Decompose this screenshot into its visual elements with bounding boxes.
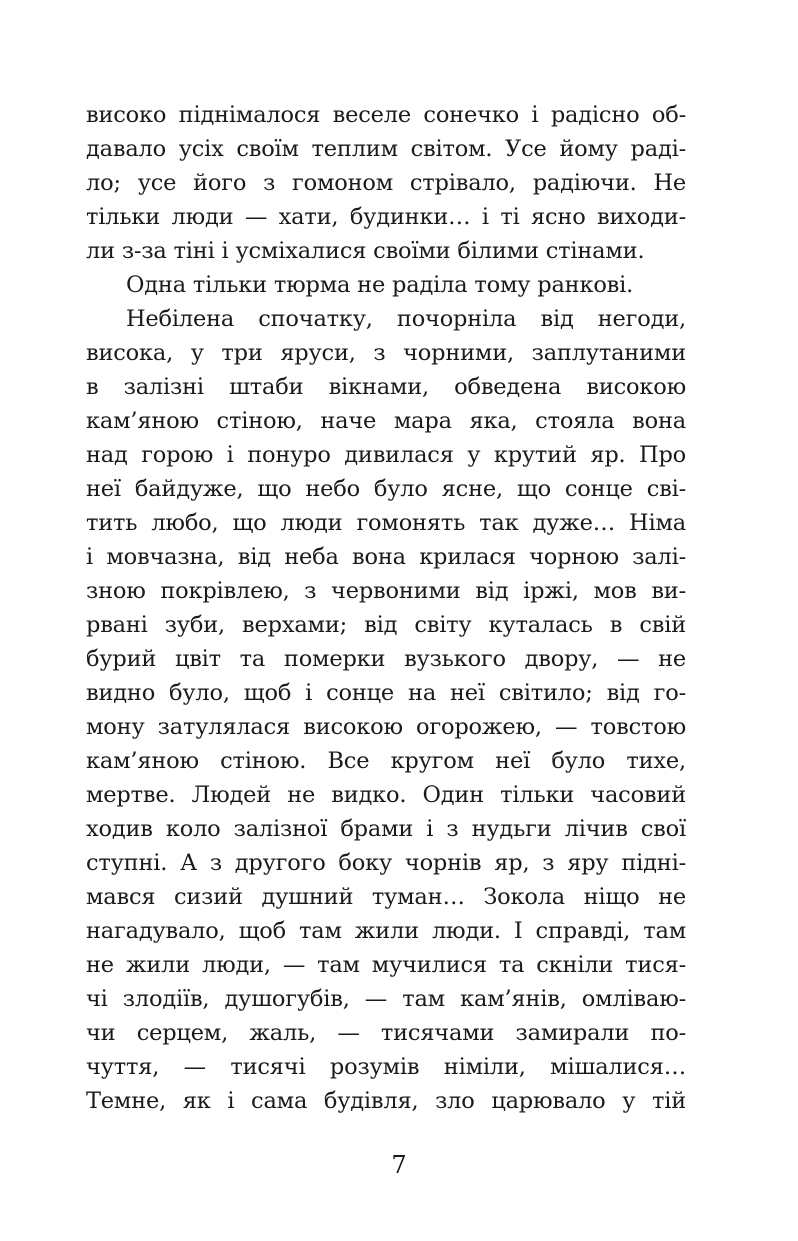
text-line: Небілена спочатку, почорніла від негоди, xyxy=(126,306,686,332)
text-line: давало усіх своїм теплим світом. Усе йому раді- xyxy=(86,136,686,162)
text-line: видно було, щоб і сонце на неї світило; від го- xyxy=(86,680,686,706)
text-line: чуття, — тисячі розумів німіли, мішалися… xyxy=(86,1054,686,1080)
text-line: висока, у три яруси, з чорними, заплутаними xyxy=(86,340,686,366)
text-line: тільки люди — хати, будинки… і ті ясно виходи- xyxy=(86,204,686,230)
text-line: не жили люди, — там мучилися та скніли тися- xyxy=(86,952,686,978)
text-line: чи серцем, жаль, — тисячами замирали по- xyxy=(86,1020,686,1046)
text-line: мону затулялася високою огорожею, — товстою xyxy=(86,714,686,740)
text-line: ло; усе його з гомоном стрівало, радіючи. Не xyxy=(86,170,686,196)
text-line: мався сизий душний туман… Зокола ніщо не xyxy=(86,884,686,910)
text-line: рвані зуби, верхами; від світу куталась в свій xyxy=(86,612,686,638)
text-line: кам’яною стіною. Все кругом неї було тихе, xyxy=(86,748,686,774)
text-line: чі злодіїв, душогубів, — там кам’янів, омліваю- xyxy=(86,986,686,1012)
text-line: в залізні штаби вікнами, обведена високою xyxy=(86,374,686,400)
text-line: неї байдуже, що небо було ясне, що сонце сві- xyxy=(86,476,686,502)
text-line: кам’яною стіною, наче мара яка, стояла вона xyxy=(86,408,686,434)
text-line: мертве. Людей не видко. Один тільки часовий xyxy=(86,782,686,808)
page-number: 7 xyxy=(391,1151,407,1179)
text-line: ступні. А з другого боку чорнів яр, з яру підні- xyxy=(86,850,686,876)
text-line: високо піднімалося веселе сонечко і радісно об- xyxy=(86,102,686,128)
text-line: і мовчазна, від неба вона крилася чорною залі- xyxy=(86,544,686,570)
body-text xyxy=(86,98,686,1118)
text-line: Одна тільки тюрма не раділа тому ранкові. xyxy=(126,272,634,298)
text-line: над горою і понуро дивилася у крутий яр. Про xyxy=(86,442,686,468)
text-line: зною покрівлею, з червоними від іржі, мов ви- xyxy=(86,578,686,604)
text-line: ли з-за тіні і усміхалися своїми білими стінами. xyxy=(86,238,645,264)
text-line: ходив коло залізної брами і з нудьги лічив свої xyxy=(86,816,686,842)
text-line: бурий цвіт та померки вузького двору, — не xyxy=(86,646,686,672)
text-line: нагадувало, щоб там жили люди. І справді, там xyxy=(86,918,686,944)
text-line: тить любо, що люди гомонять так дуже… Німа xyxy=(86,510,686,536)
text-line: Темне, як і сама будівля, зло царювало у тій xyxy=(86,1088,686,1114)
